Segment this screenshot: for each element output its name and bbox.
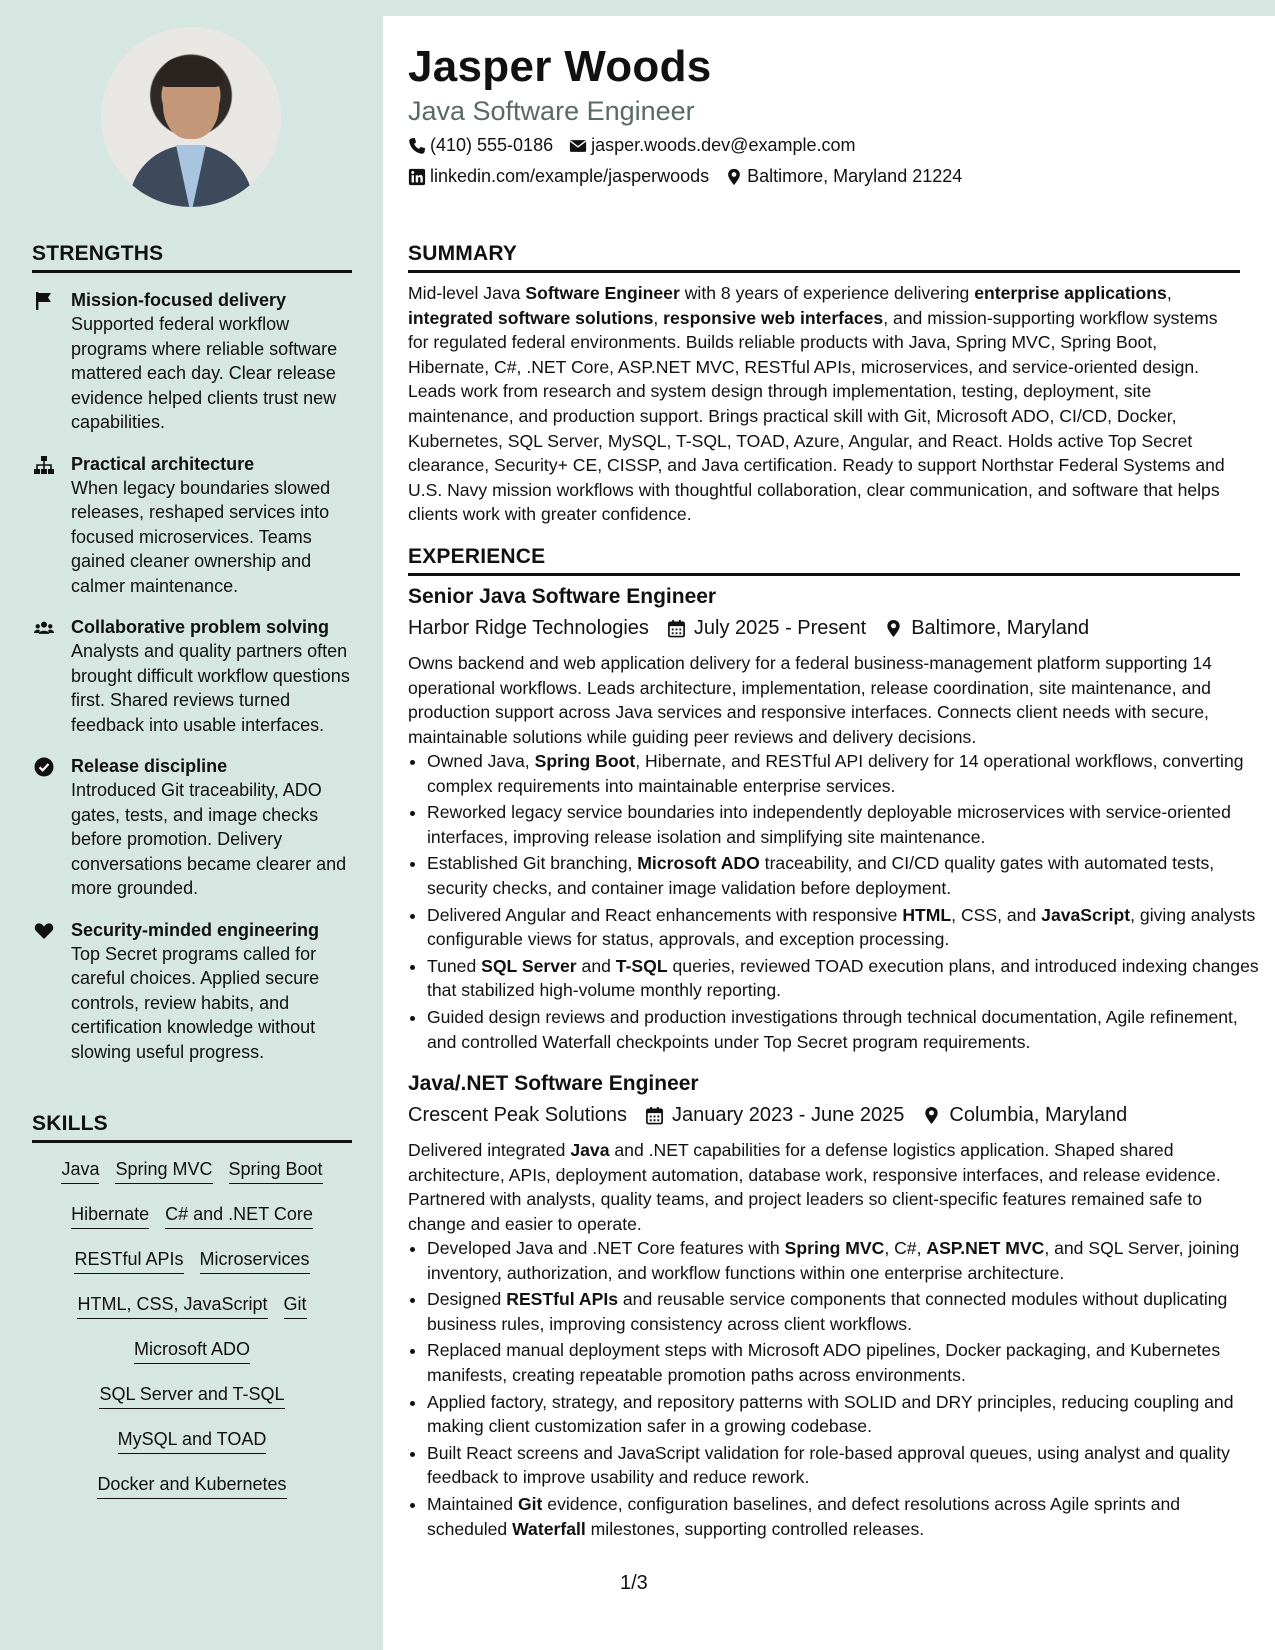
- summary-text: Mid-level Java Software Engineer with 8 years of experience delivering enterprise applications, integrated software solutions, responsive web interfaces, and mission-supporting workflow systems for regulated federal environments. Builds reliable products with Java, Spring MVC, Spring Boot, Hibernate, C#, .NET Core, ASP.NET MVC, RESTful APIs, microservices, and service-oriented design. Leads work from research and system design through implementation, testing, deployment, site maintenance, and production support. Brings practical skill with Git, Microsoft ADO, CI/CD, Docker, Kubernetes, SQL Server, MySQL, T-SQL, TOAD, Azure, Angular, and React. Holds active Top Secret clearance, Security+ CE, CISSP, and Java certification. Ready to support Northstar Federal Systems and U.S. Navy mission workflows with thoughtful collaboration, clear communication, and software that helps clients work with greater confidence.: [408, 283, 1225, 525]
- job-bullet: • Maintained Git evidence, configuration baselines, and defect resolutions across Agile sprints and scheduled Waterfall milestones, supporting controlled releases.: [427, 1492, 1259, 1541]
- candidate-role: Java Software Engineer: [408, 96, 695, 126]
- job-title: Java/.NET Software Engineer: [408, 1072, 699, 1095]
- skill-tag: Microsoft ADO: [134, 1338, 250, 1364]
- job-bullets: [408, 749, 1259, 1056]
- skill-tag: SQL Server and T-SQL: [99, 1383, 284, 1409]
- skills-row: [32, 1383, 352, 1428]
- strength-item: [32, 918, 357, 1065]
- job-bullet: • Delivered Angular and React enhancements with responsive HTML, CSS, and JavaScript, giving analysts configurable views for status, approvals, and exception processing.: [427, 903, 1259, 952]
- strength-item: [32, 288, 357, 435]
- job-bullet: • Applied factory, strategy, and repository patterns with SOLID and DRY principles, reducing coupling and making client customization safer in a growing codebase.: [427, 1390, 1259, 1439]
- strength-text: Introduced Git traceability, ADO gates, tests, and image checks before promotion. Delivery conversations became clearer and more grounded.: [71, 780, 347, 898]
- skills-row: [32, 1338, 352, 1383]
- strength-item: [32, 452, 357, 599]
- flag-icon: [34, 291, 54, 311]
- strengths-list: [32, 288, 357, 1081]
- sitemap-icon: [34, 455, 54, 475]
- strength-text: When legacy boundaries slowed releases, reshaped services into focused microservices. Teams gained cleaner ownership and calmer maintenance.: [71, 477, 331, 596]
- skill-tag: C# and .NET Core: [165, 1203, 313, 1229]
- job-bullet: • Replaced manual deployment steps with Microsoft ADO pipelines, Docker packaging, and Kubernetes manifests, creating repeatable promotion paths across environments.: [427, 1338, 1259, 1387]
- strength-item: [32, 615, 357, 737]
- experience-heading: EXPERIENCE: [408, 545, 1240, 576]
- strength-item: [32, 754, 357, 901]
- job-dates-text: July 2025 - Present: [693, 617, 867, 639]
- users-icon: [34, 618, 54, 638]
- job-meta: [408, 617, 1107, 640]
- phone-text: (410) 555-0186: [430, 135, 554, 155]
- job-meta: [408, 1104, 1145, 1127]
- skill-tag: Microservices: [200, 1248, 310, 1274]
- strength-text: Supported federal workflow programs where reliable software mattered each day. Clear release evidence helped clients trust new capabilities.: [71, 314, 338, 432]
- job-bullet: • Designed RESTful APIs and reusable service components that connected modules without duplicating business rules, improving consistency across client workflows.: [427, 1287, 1259, 1336]
- heart-icon: [34, 921, 54, 941]
- check-circle-icon: [34, 757, 54, 777]
- contact-row-1: [408, 135, 872, 156]
- profile-photo: [101, 27, 281, 207]
- calendar-icon: [645, 1106, 664, 1125]
- job-bullet: • Owned Java, Spring Boot, Hibernate, and RESTful API delivery for 14 operational workflows, converting complex requirements into maintainable enterprise services.: [427, 749, 1259, 798]
- job-bullet: • Built React screens and JavaScript validation for role-based approval queues, using analyst and quality feedback to improve usability and reduce rework.: [427, 1441, 1259, 1490]
- job-dates: [645, 1104, 904, 1127]
- strength-title: Collaborative problem solving: [71, 617, 330, 637]
- map-pin-icon: [884, 619, 903, 638]
- job-bullet: • Tuned SQL Server and T-SQL queries, reviewed TOAD execution plans, and introduced indexing changes that stabilized high-volume monthly reporting.: [427, 954, 1259, 1003]
- job-bullet: • Reworked legacy service boundaries into independently deployable microservices with service-oriented interfaces, improving release isolation and simplifying site maintenance.: [427, 800, 1259, 849]
- skill-tag: Java: [61, 1158, 99, 1184]
- strengths-heading: STRENGTHS: [32, 242, 352, 273]
- envelope-icon: [569, 137, 587, 155]
- summary-heading: SUMMARY: [408, 242, 1240, 273]
- email-contact[interactable]: [569, 135, 855, 156]
- skill-tag: Hibernate: [71, 1203, 149, 1229]
- strength-title: Mission-focused delivery: [71, 290, 287, 310]
- skill-tag: MySQL and TOAD: [118, 1428, 267, 1454]
- skill-tag: Spring Boot: [229, 1158, 323, 1184]
- skills-row: [32, 1203, 352, 1248]
- job-location-text: Columbia, Maryland: [949, 1104, 1128, 1126]
- strength-title: Practical architecture: [71, 453, 255, 474]
- job-location-text: Baltimore, Maryland: [911, 617, 1090, 639]
- strength-title: Release discipline: [71, 756, 228, 776]
- job-location: [922, 1104, 1127, 1127]
- contact-row-2: [408, 166, 978, 187]
- strength-text: Analysts and quality partners often brought difficult workflow questions first. Shared reviews turned feedback into usable interfaces.: [71, 641, 350, 735]
- location-text: Baltimore, Maryland 21224: [747, 166, 963, 186]
- page-number: 1/3: [620, 1572, 648, 1594]
- job-dates-text: January 2023 - June 2025: [672, 1104, 905, 1126]
- calendar-icon: [667, 619, 686, 638]
- skill-tag: Git: [284, 1293, 307, 1319]
- linkedin-text[interactable]: linkedin.com/example/jasperwoods: [430, 166, 710, 186]
- map-pin-icon: [922, 1106, 941, 1125]
- skills-list: [32, 1158, 352, 1518]
- job-bullet: • Developed Java and .NET Core features with Spring MVC, C#, ASP.NET MVC, and SQL Server, joining inventory, authorization, and workflow functions within one enterprise architecture.: [427, 1236, 1259, 1285]
- location-contact: [725, 166, 962, 187]
- job-description: Delivered integrated Java and .NET capabilities for a defense logistics application. Shaped shared architecture, APIs, deployment automation, database work, responsive interfaces, and release evidence. Partnered with analysts, quality teams, and project leaders so client-specific features remained safe to change and easier to operate.: [408, 1140, 1221, 1234]
- job-company: Harbor Ridge Technologies: [408, 617, 649, 639]
- job-dates: [667, 617, 866, 640]
- strength-title: Security-minded engineering: [71, 919, 320, 940]
- candidate-name: Jasper Woods: [408, 42, 712, 91]
- job-company: Crescent Peak Solutions: [408, 1104, 628, 1126]
- job-bullet: • Established Git branching, Microsoft ADO traceability, and CI/CD quality gates with automated tests, security checks, and container image validation before deployment.: [427, 851, 1259, 900]
- job-bullet: • Guided design reviews and production investigations through technical documentation, Agile refinement, and controlled Waterfall checkpoints under Top Secret program requirements.: [427, 1005, 1259, 1054]
- linkedin-contact[interactable]: [408, 166, 709, 187]
- linkedin-icon: [408, 168, 426, 186]
- skill-tag: Docker and Kubernetes: [97, 1473, 286, 1499]
- skill-tag: RESTful APIs: [74, 1248, 183, 1274]
- map-pin-icon: [725, 168, 743, 186]
- job-title: Senior Java Software Engineer: [408, 585, 717, 608]
- job-bullets: [408, 1236, 1259, 1543]
- strength-text: Top Secret programs called for careful choices. Applied secure controls, review habits, and certification knowledge without slowing useful progress.: [71, 943, 320, 1062]
- skill-tag: HTML, CSS, JavaScript: [77, 1293, 267, 1319]
- phone-icon: [408, 137, 426, 155]
- skills-row: [32, 1428, 352, 1473]
- job-location: [884, 617, 1089, 640]
- skills-row: [32, 1248, 352, 1293]
- skills-heading: SKILLS: [32, 1112, 352, 1143]
- skills-row: [32, 1158, 352, 1203]
- skills-row: [32, 1293, 352, 1338]
- job-description: Owns backend and web application delivery for a federal business-management platform supporting 14 operational workflows. Leads architecture, implementation, release coordination, site maintenance, and production support across Java services and responsive interfaces. Connects client needs with secure, maintainable solutions while guiding peer reviews and delivery decisions.: [408, 653, 1212, 747]
- skills-row: [32, 1473, 352, 1518]
- skill-tag: Spring MVC: [115, 1158, 212, 1184]
- email-text[interactable]: jasper.woods.dev@example.com: [591, 135, 856, 155]
- phone-contact: [408, 135, 553, 156]
